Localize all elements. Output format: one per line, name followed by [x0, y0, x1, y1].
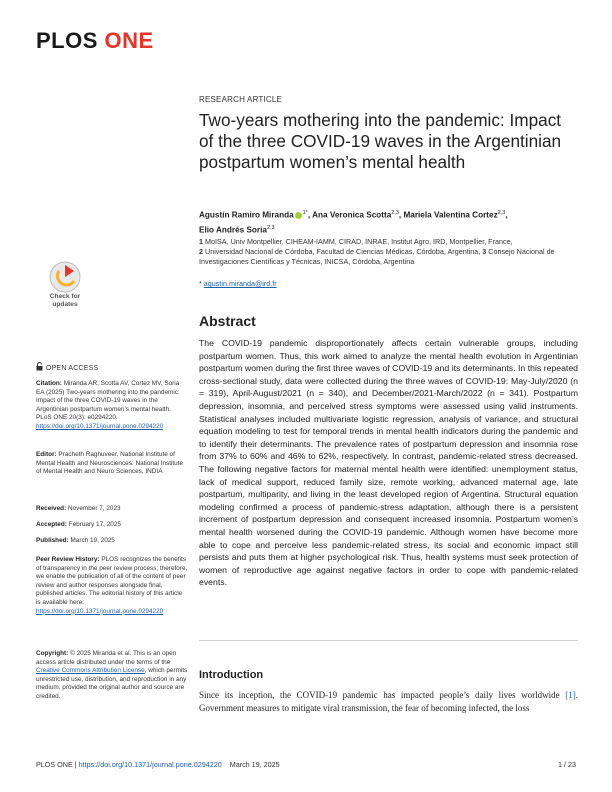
author-affil-sup: 2,3	[391, 210, 399, 216]
email-link[interactable]: agustin.miranda@ird.fr	[203, 279, 277, 288]
footer-date: March 19, 2025	[229, 760, 280, 769]
page-footer: PLOS ONE | https://doi.org/10.1371/journal.pone.0294220 March 19, 2025 1 / 23	[36, 760, 576, 769]
peer-review-link[interactable]: https://doi.org/10.1371/journal.pone.0294220	[36, 607, 164, 615]
affil-text: MoISA, Univ Montpellier, CIHEAM-IAMM, CIRAD, INRAE, Institut Agro, IRD, Montpellier, France,	[205, 237, 513, 246]
corresponding-email: * agustin.miranda@ird.fr	[199, 279, 277, 288]
affil-text: Universidad Nacional de Córdoba, Facultad de Ciencias Médicas, Córdoba, Argentina,	[205, 247, 481, 256]
footer-journal: PLOS ONE	[36, 760, 73, 769]
affil-number: 1	[199, 237, 203, 246]
journal-logo[interactable]	[36, 28, 154, 54]
peer-review-block: Peer Review History: PLOS recognizes the benefits of transparency in the peer review process; therefore, we enable the publication of all of the content of peer review and author responses alongside final, published articles. The editorial history of this article is available here: https://doi.org/10.1371/journal.pone.0294220	[36, 556, 188, 615]
author-affil-sup: 2,3	[266, 225, 275, 232]
author-affil-sup: 2,3	[497, 210, 506, 216]
author-name[interactable]: Agustín Ramiro Miranda	[199, 210, 294, 220]
open-access-label: OPEN ACCESS	[36, 362, 98, 372]
license-link[interactable]: Creative Commons Attribution License	[36, 667, 145, 675]
affil-number: 2	[199, 247, 203, 256]
affiliations	[199, 237, 579, 267]
author-list: Agustín Ramiro Miranda $^{1*}$, Ana Veronica Scotta$^{2,3}$, Mariela Valentina Cortez$^{2,3}$, Elio Andrés Soria$^{2,3}$	[199, 210, 508, 235]
published-date: Published: March 19, 2025	[36, 537, 115, 544]
article-title: Two-years mothering into the pandemic: Impact of the three COVID-19 waves in the Argentinian postpartum women’s mental health	[199, 110, 562, 172]
introduction-text: Since its inception, the COVID-19 pandemic has impacted people’s daily lives worldwide [1]. Government measures to mitigate viral transmission, the fear of becoming infected, the loss	[199, 690, 578, 713]
received-date: Received: November 7, 2023	[36, 505, 121, 512]
citation-block: Citation: Miranda AR, Scotta AV, Cortez MV, Soria EA (2025) Two-years mothering into the pandemic: Impact of the three COVID-19 waves in the Argentinian postpartum women’s mental health. PLoS ONE 20(3): e0294220. https://doi.org/10.1371/journal.pone.0294220	[36, 380, 180, 430]
check-for-updates-label[interactable]: Check for updates	[49, 293, 81, 308]
author-affil-sup: 1*	[302, 210, 308, 216]
article-type: RESEARCH ARTICLE	[199, 95, 283, 104]
section-divider	[199, 640, 578, 641]
accepted-date: Accepted: February 17, 2025	[36, 521, 121, 528]
affil-text: Consejo Nacional de Investigaciones Científicas y Técnicas, INICSA, Córdoba, Argentina	[199, 247, 555, 266]
journal-logo-one: ONE	[104, 28, 154, 53]
editor-block: Editor: Pracheth Raghuveer, National Institute of Mental Health and Neurosciences: National Institute of Mental Health and Neuro Sciences, INDIA	[36, 451, 184, 476]
abstract-heading: Abstract	[199, 313, 256, 329]
affil-number: 3	[482, 247, 487, 256]
footer-doi-link[interactable]: https://doi.org/10.1371/journal.pone.0294220	[78, 760, 222, 769]
page-number: 1 / 23	[558, 760, 576, 769]
abstract-text: The COVID-19 pandemic disproportionately affects certain vulnerable groups, including postpartum women. Thus, this work aimed to analyze the mental health evolution in Argentinian postpartum women during the first three waves of COVID-19 and its determinants. In this repeated cross-sectional study, data were collected during the three waves of COVID-19: May-July/2020 (n = 319), April-August/2021 (n = 340), and December/2021-March/2022 (n = 341). Postpartum depression, insomnia, and perceived stress symptoms were assessed using valid instruments. Statistical analyses included multivariate logistic regression, analysis of variance, and structural equation modeling to test for temporal trends in mental health indicators during the pandemic and to identify their determinants. The prevalence rates of postpartum depression and insomnia rose from 37% to 60% and 46% to 62%, respectively. In contrast, pandemic-related stress decreased. The following negative factors for maternal mental health were identified: unemployment status, lack of medical support, reduced family size, remote working, advanced maternal age, late postpartum, multiparity, and living in the least developed region of Argentina. Structural equation modeling confirmed a process of pandemic-stress adaptation, although there is a persistent increment of postpartum depression and consequent increased insomnia. Postpartum women’s mental health worsened during the COVID-19 pandemic. Although women have become more able to cope and perceive less pandemic-related stress, its social and economic impact still persists and puts them at higher psychological risk. Thus, health systems must seek protection of women of reproductive age against negative factors in order to cope with pandemic-related events.	[199, 338, 578, 588]
orcid-icon[interactable]	[295, 212, 302, 219]
copyright-block: Copyright: © 2025 Miranda et al. This is an open access article distributed under the terms of the Creative Commons Attribution License, which permits unrestricted use, distribution, and reproduction in any medium, provided the original author and source are credited.	[36, 650, 188, 700]
introduction-heading: Introduction	[199, 669, 264, 681]
journal-logo-plos: PLOS	[36, 28, 98, 53]
author-name[interactable]: Mariela Valentina Cortez	[403, 210, 498, 220]
author-name[interactable]: Ana Veronica Scotta	[312, 210, 392, 220]
open-lock-icon	[36, 362, 43, 371]
reference-link[interactable]: [1]	[565, 690, 576, 700]
citation-doi-link[interactable]: https://doi.org/10.1371/journal.pone.0294220	[36, 422, 164, 430]
author-name[interactable]: Elio Andrés Soria	[199, 225, 267, 235]
